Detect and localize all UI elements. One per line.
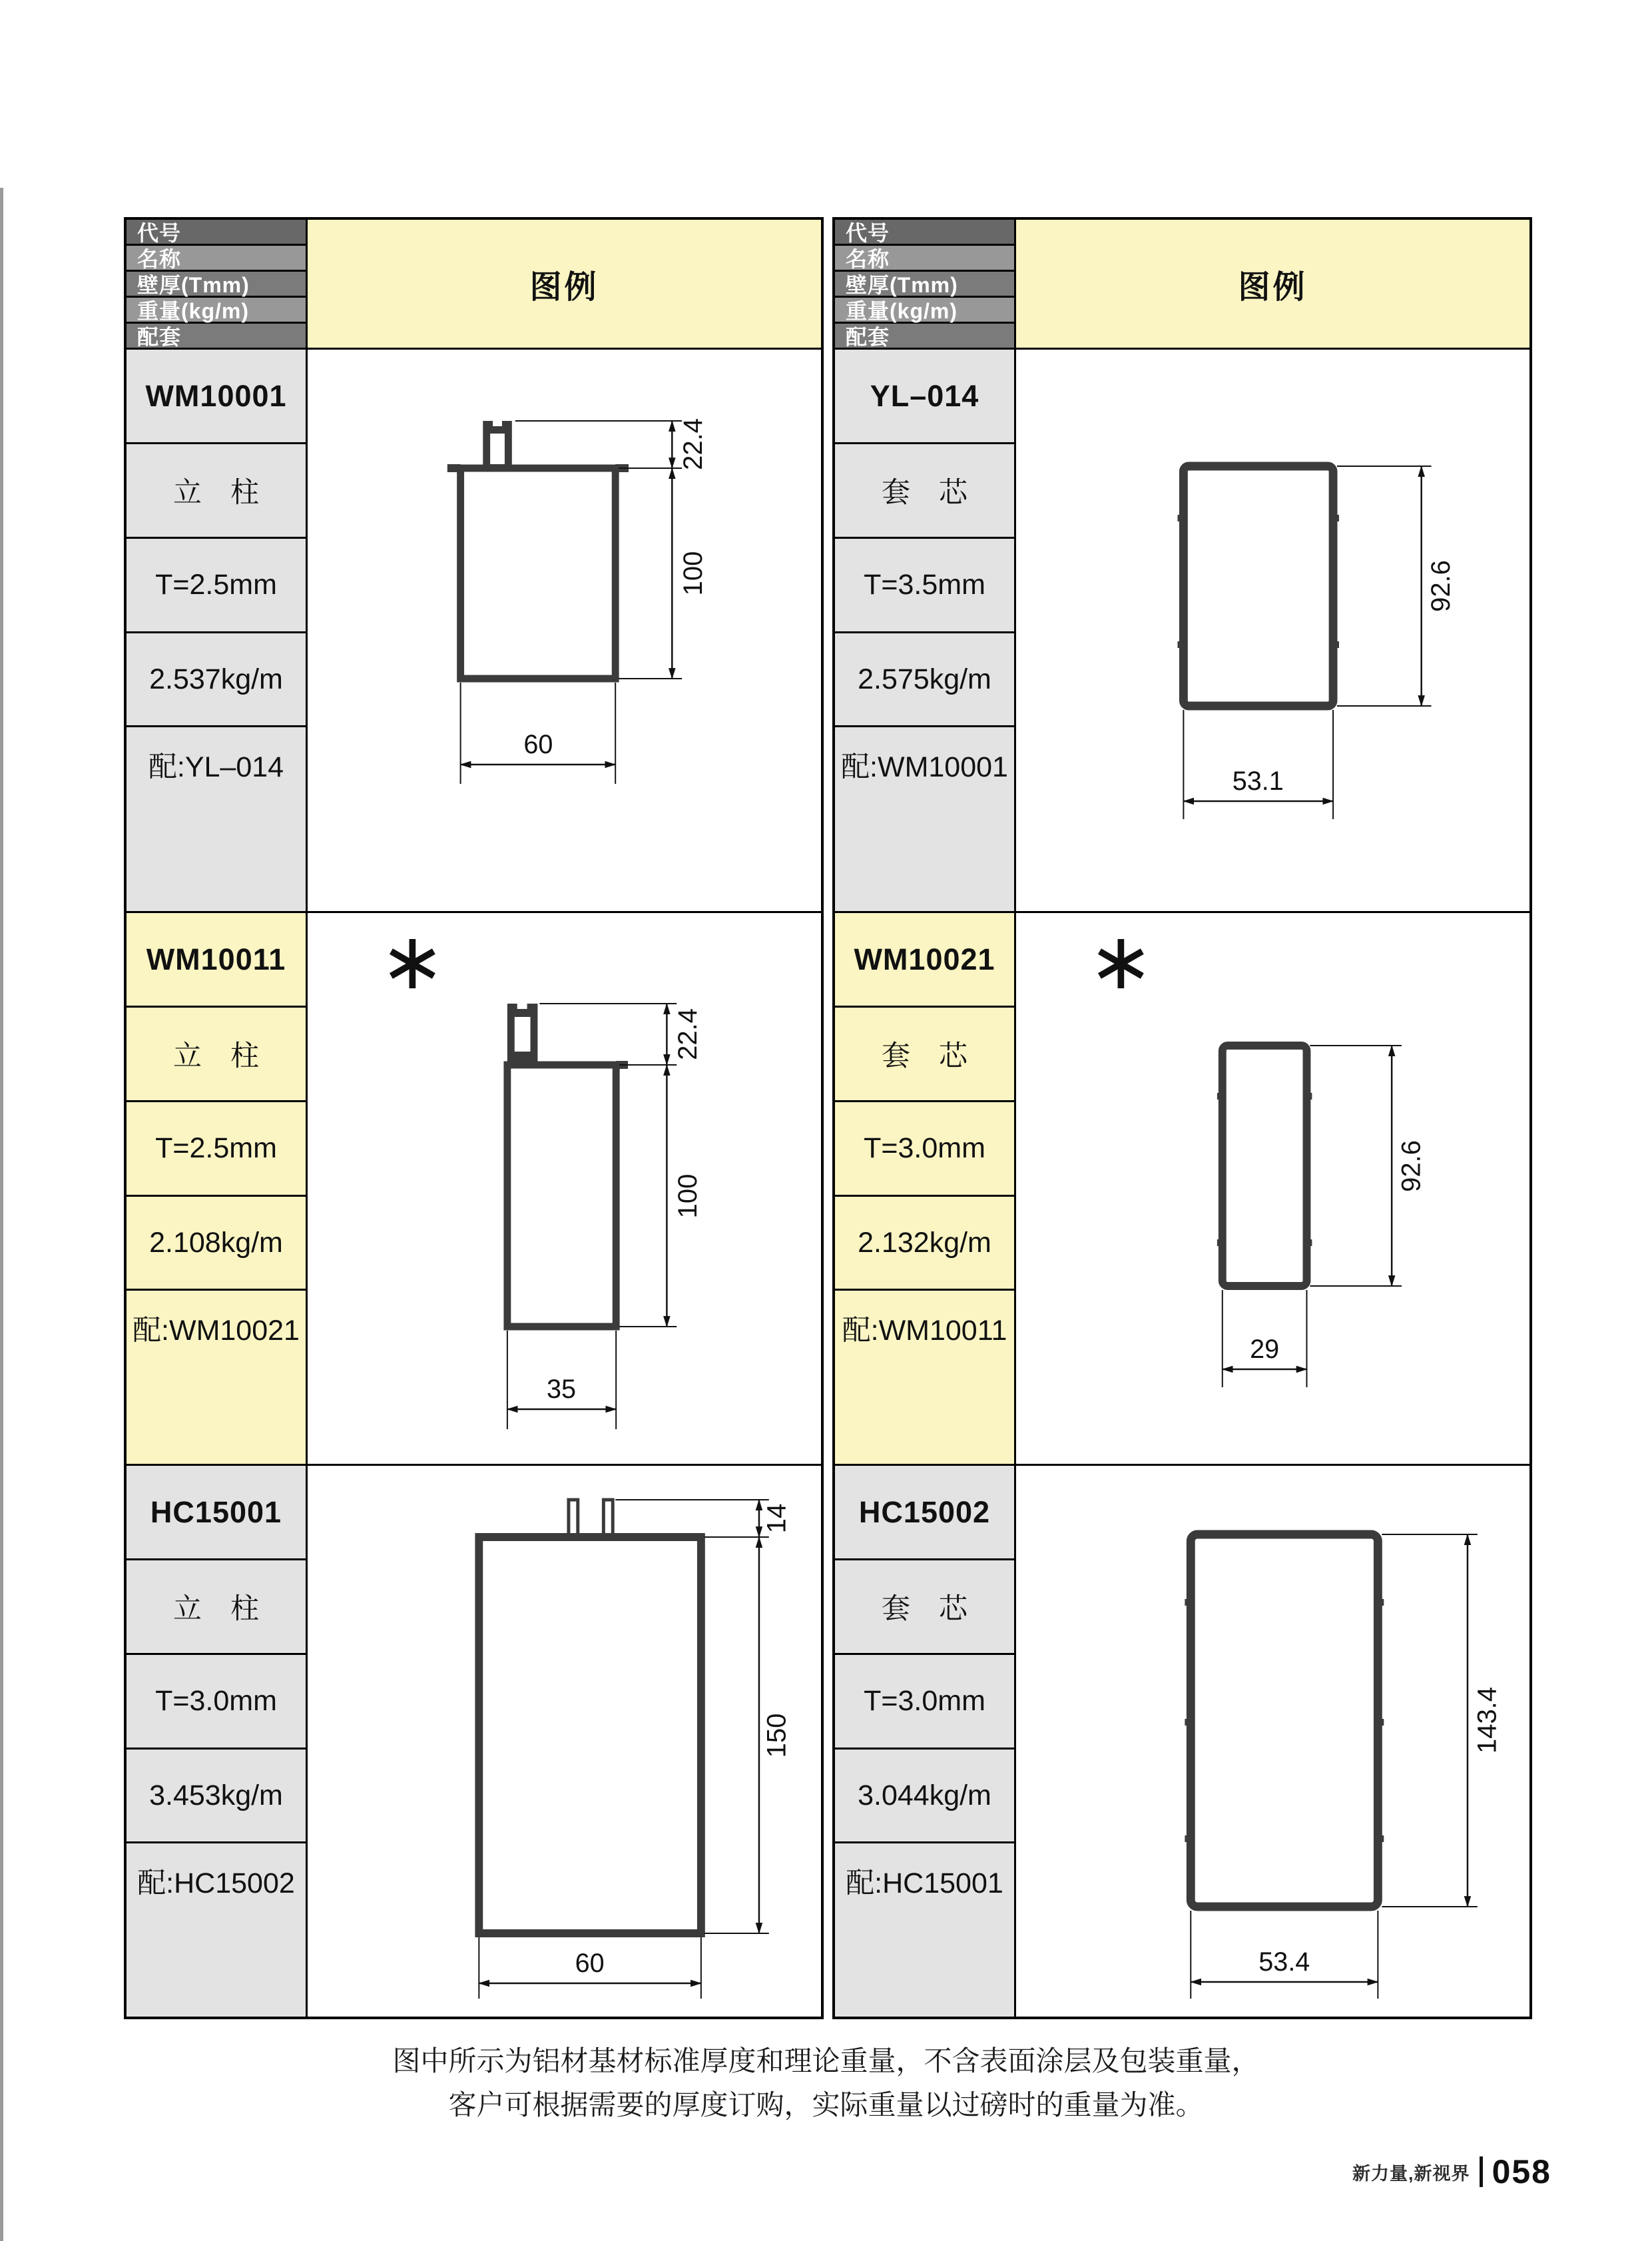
profile-svg <box>308 1466 821 2017</box>
profile-drawing-yl014 <box>1016 350 1529 911</box>
header-weight: 重量(kg/m) <box>127 298 306 322</box>
product-thickness: T=2.5mm <box>127 1102 306 1195</box>
profile-drawing-hc15001 <box>308 1466 821 2017</box>
dim-width: 60 <box>575 1948 605 1979</box>
left-profile-table <box>124 217 824 2019</box>
product-code: WM10021 <box>835 913 1014 1006</box>
header-name: 名称 <box>127 246 306 270</box>
product-weight: 3.453kg/m <box>127 1750 306 1841</box>
profile-svg <box>1016 1466 1529 2017</box>
page-footer <box>0 2152 1551 2191</box>
header-match: 配套 <box>127 324 306 348</box>
dim-height: 143.4 <box>1472 1686 1502 1754</box>
highlight-asterisk: ∗ <box>1088 918 1154 1006</box>
header-code: 代号 <box>835 220 1014 244</box>
profile-svg <box>1016 350 1529 911</box>
product-name: 立 柱 <box>127 1560 306 1653</box>
dim-width: 53.4 <box>1258 1947 1310 1977</box>
product-match: 配:YL–014 <box>127 727 306 911</box>
product-match: 配:HC15002 <box>127 1843 306 2017</box>
footnote-line2: 客户可根据需要的厚度订购，实际重量以过磅时的重量为准。 <box>448 2089 1204 2120</box>
product-name: 立 柱 <box>127 444 306 537</box>
dim-top: 14 <box>762 1503 792 1534</box>
product-name: 套 芯 <box>835 1560 1014 1653</box>
product-weight: 2.537kg/m <box>127 633 306 725</box>
profile-drawing-wm10011 <box>308 913 821 1464</box>
page-number: 058 <box>1492 2153 1551 2190</box>
product-weight: 2.108kg/m <box>127 1197 306 1289</box>
profile-drawing-wm10021 <box>1016 913 1529 1464</box>
product-match: 配:WM10001 <box>835 727 1014 911</box>
dim-height: 100 <box>673 1173 702 1219</box>
product-code: HC15002 <box>835 1466 1014 1558</box>
profile-svg <box>308 350 821 911</box>
dim-width: 29 <box>1250 1334 1280 1365</box>
product-weight: 2.575kg/m <box>835 633 1014 725</box>
dim-height: 92.6 <box>1426 560 1456 612</box>
header-thickness: 壁厚(Tmm) <box>127 272 306 296</box>
header-code: 代号 <box>127 220 306 244</box>
product-thickness: T=3.0mm <box>127 1655 306 1748</box>
highlight-asterisk: ∗ <box>380 918 445 1006</box>
product-thickness: T=3.0mm <box>835 1655 1014 1748</box>
header-thickness: 壁厚(Tmm) <box>835 272 1014 296</box>
product-code: YL–014 <box>835 350 1014 442</box>
product-thickness: T=3.0mm <box>835 1102 1014 1195</box>
header-name: 名称 <box>835 246 1014 270</box>
product-match: 配:HC15001 <box>835 1843 1014 2017</box>
product-code: HC15001 <box>127 1466 306 1558</box>
dim-width: 60 <box>523 729 553 760</box>
product-name: 套 芯 <box>835 444 1014 537</box>
footnote-line1: 图中所示为铝材基材标准厚度和理论重量，不含表面涂层及包装重量， <box>392 2045 1260 2077</box>
product-code: WM10011 <box>127 913 306 1006</box>
dim-top: 22.4 <box>673 1008 702 1060</box>
dim-height: 150 <box>762 1713 792 1758</box>
product-name: 套 芯 <box>835 1008 1014 1100</box>
footnote <box>0 2039 1652 2127</box>
legend-header: 图例 <box>1016 220 1529 348</box>
dim-width: 35 <box>547 1374 577 1405</box>
header-match: 配套 <box>835 324 1014 348</box>
profile-drawing-wm10001 <box>308 350 821 911</box>
product-weight: 3.044kg/m <box>835 1750 1014 1841</box>
product-thickness: T=3.5mm <box>835 539 1014 631</box>
legend-header: 图例 <box>308 220 821 348</box>
product-name: 立 柱 <box>127 1008 306 1100</box>
header-weight: 重量(kg/m) <box>835 298 1014 322</box>
dim-width: 53.1 <box>1232 766 1284 797</box>
right-profile-table <box>832 217 1532 2019</box>
product-match: 配:WM10011 <box>835 1291 1014 1464</box>
profile-drawing-hc15002 <box>1016 1466 1529 2017</box>
left-edge-print-mark <box>0 188 3 2241</box>
product-match: 配:WM10021 <box>127 1291 306 1464</box>
product-thickness: T=2.5mm <box>127 539 306 631</box>
dim-height: 100 <box>679 551 708 596</box>
dim-height: 92.6 <box>1396 1140 1426 1192</box>
dim-top: 22.4 <box>679 418 708 470</box>
product-code: WM10001 <box>127 350 306 442</box>
footer-divider <box>1480 2156 1483 2187</box>
product-weight: 2.132kg/m <box>835 1197 1014 1289</box>
footer-slogan: 新力量,新视界 <box>1352 2163 1470 2184</box>
